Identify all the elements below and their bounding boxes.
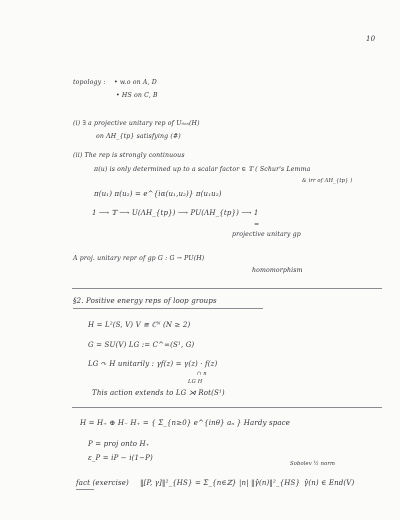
item-ii: (ii) The rep is strongly continuous <box>73 152 185 159</box>
fact-rhs: γ̂(n) ∈ End(V) <box>304 479 355 487</box>
projection-def: P = proj onto H₊ <box>88 440 150 448</box>
proj-rep-definition: A proj. unitary repr of gp G : G → PU(H) <box>73 255 205 262</box>
fact-label: fact (exercise) <box>76 479 129 487</box>
sobolev-note: Sobolev ½ norm <box>290 461 336 467</box>
divider-1 <box>72 288 382 289</box>
fact-formula: ‖[P, γ]‖²_{HS} = Σ_{n∈ℤ} |n| ‖γ̂(n)‖²_{HS} <box>140 479 301 487</box>
homomorphism-note: homomorphism <box>252 267 303 274</box>
group-def: G = SU(V) LG := C^∞(S¹, G) <box>88 341 195 349</box>
fact-underline <box>76 489 94 490</box>
action-ns: ∩ n <box>197 371 207 377</box>
topology-line-2: • HS on C, B <box>116 92 158 99</box>
hilbert-space-def: H = L²(S, V) V ≅ ℂᴺ (N ≥ 2) <box>88 321 191 329</box>
hardy-decomposition: H = H₊ ⊕ H₋ H₊ = { Σ_{n≥0} e^{inθ} aₙ } Hardy space <box>80 419 291 427</box>
exact-sequence: 1 ⟶ 𝕋 ⟶ U(ΛH_{tp}) ⟶ PU(ΛH_{tp}) ⟶ 1 <box>92 209 259 217</box>
item-i-cont: on ΛH_{tp} satisfying (#) <box>96 133 181 140</box>
section-2-heading: §2. Positive energy reps of loop groups <box>73 297 217 305</box>
cocycle-equation: π(u₁) π(u₂) = e^{iα(u₁,u₂)} π(u₁u₂) <box>94 190 222 198</box>
epsilon-p-def: ε_P = iP − i(1−P) <box>88 454 153 462</box>
divider-2 <box>72 407 382 408</box>
topology-label: topology : <box>73 79 106 86</box>
item-i: (i) ∃ a projective unitary rep of U₀ₑₛ(H) <box>73 120 200 127</box>
section-2-underline <box>73 308 263 309</box>
page-number: 10 <box>366 35 376 43</box>
item-ii-schur-note: & irr of ΛH_{tp} ) <box>302 178 353 184</box>
sequence-equals: = <box>254 221 260 228</box>
action-lg: LG H <box>188 379 203 385</box>
loop-group-action: LG ↷ H unitarily : γf(z) = γ(z) · f(z) <box>88 360 218 368</box>
sequence-note: projective unitary gp <box>232 231 301 238</box>
action-extends: This action extends to LG ⋊ Rot(S¹) <box>92 389 225 397</box>
item-ii-scalar: π(u) is only determined up to a scalar factor ∈ 𝕋 ( Schur's Lemma <box>94 166 311 173</box>
topology-line-1: • w.o on A, D <box>114 79 157 86</box>
